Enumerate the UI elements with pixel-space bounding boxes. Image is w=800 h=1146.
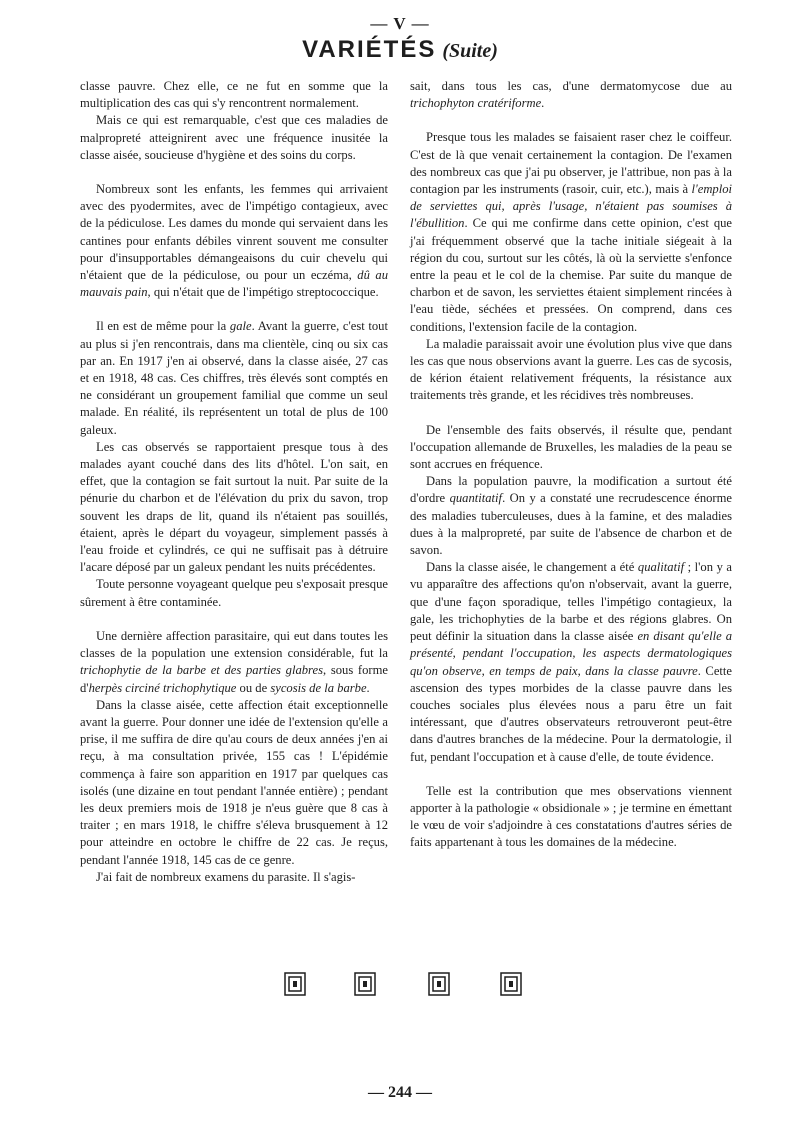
paragraph: La maladie paraissait avoir une évolution plus vive que dans les cas que nous observions avant la guerre. Les cas de sycosis, de kérion étaient relativement fréquents, la résistance aux traitements très grande, et les récidives très nombreuses.	[410, 336, 732, 403]
square-ornament-icon	[500, 972, 522, 996]
paragraph: Dans la classe aisée, le changement a été qualitatif ; l'on y a vu apparaître des affections qu'on n'observait, avant la guerre, que d'une façon sporadique, telles l'impétigo contagieux, la gale, les trichophyties de la barbe et des régions glabres. On peut définir la situation dans la classe aisée en disant qu'elle a présenté, pendant l'occupation, les aspects dermatologiques qu'on observe, en temps de paix, dans la classe pauvre. Cette ascension des types morbides de la classe pauvre dans les couches sociales plus élevées nous a paru être un fait intéressant, que d'autres observateurs retrouveront peut-être dans d'autres branches de la médecine. Pour la dermatologie, il fut, pendant l'occupation et à cause d'elle, de toute évidence.	[410, 560, 732, 764]
paragraph: De l'ensemble des faits observés, il résulte que, pendant l'occupation allemande de Bruxelles, les maladies de la peau se sont accrues en fréquence.	[410, 422, 732, 472]
paragraph: Mais ce qui est remarquable, c'est que ces maladies de malpropreté atteignirent avec une fréquence inusitée la classe aisée, soucieuse d'hygiène et des soins du corps.	[80, 113, 388, 162]
paragraph: J'ai fait de nombreux examens du parasite. Il s'agis-	[96, 869, 356, 884]
paragraph: Toute personne voyageant quelque peu s'exposait presque sûrement à être contaminée.	[80, 577, 388, 609]
paragraph: Dans la classe aisée, cette affection était exceptionnelle avant la guerre. Pour donner une idée de l'extension qu'elle a prise, il me suffira de dire qu'au cours de deux années j'en ai reçu, à ma consultation privée, 155 cas ! L'épidémie commença à faire son apparition en 1917 par quelques cas isolés (une dizaine en tout pendant l'année entière) ; pendant les deux premiers mois de 1918 je n'eus guère que 8 cas à traiter ; en mars 1918, le chiffre s'éleva brusquement à 12 pour atteindre en octobre le chiffre de 22 cas. Je reçus, pendant l'année 1918, 145 cas de ce genre.	[80, 697, 388, 867]
paragraph: Les cas observés se rapportaient presque tous à des malades ayant couché dans des lits d'hôtel. L'on sait, en effet, que la contagion se fait surtout la nuit. Par suite de la pénurie du charbon et de l'élévation du prix du savon, trop souvent les draps de lit, quand ils n'étaient pas souillés, étaient, après le départ du voyageur, simplement passés à l'eau froide et cylindrés, ce qui ne suffisait pas à détruire l'acare déposé par un galeux pendant les nuits précédentes.	[80, 439, 388, 575]
paragraph: classe pauvre. Chez elle, ce ne fut en somme que la multiplication des cas qui s'y rencontrent normalement.	[80, 79, 388, 111]
square-ornament-icon	[284, 972, 306, 996]
square-ornament-icon	[428, 972, 450, 996]
page-header	[0, 14, 800, 63]
paragraph: sait, dans tous les cas, d'une dermatomycose due au trichophyton cratériforme.	[410, 79, 732, 111]
ornament-row	[0, 972, 800, 1000]
page-roman-numeral: — V —	[370, 14, 430, 33]
square-ornament-icon	[354, 972, 376, 996]
section-title	[0, 38, 800, 63]
paragraph: Telle est la contribution que mes observations viennent apporter à la pathologie « obsidionale » ; je termine en émettant le vœu de voir s'adjoindre à ces constatations d'autres séries de faits appartenant à tous les domaines de la médecine.	[410, 783, 732, 850]
paragraph: Une dernière affection parasitaire, qui eut dans toutes les classes de la population une extension considérable, fut la trichophytie de la barbe et des parties glabres, sous forme d'herpès circiné trichophytique ou de sycosis de la barbe.	[80, 628, 388, 695]
paragraph: Il en est de même pour la gale. Avant la guerre, c'est tout au plus si j'en rencontrais, dans ma clientèle, cinq ou six cas par an. En 1917 j'en ai observé, dans la classe aisée, 27 cas et en 1918, 48 cas. Ces chiffres, très élevés sont comptés en ne considérant un groupement familial que comme un seul malade. En réalité, ils représentent un total de plus de 100 galeux.	[80, 319, 388, 437]
paragraph: Nombreux sont les enfants, les femmes qui arrivaient avec des pyodermites, avec de l'impétigo contagieux, avec de la pédiculose. Les dames du monde qui servaient dans les cantines pour enfants débiles vinrent souvent me consulter pour d'insupportables démangeaisons du cuir chevelu qui n'étaient que de la pédiculose, ou pour un eczéma, dû au mauvais pain, qui n'était que de l'impétigo streptococcique.	[80, 182, 388, 300]
right-column	[410, 78, 732, 852]
paragraph: Presque tous les malades se faisaient raser chez le coiffeur. C'est de là que venait certainement la contagion. De l'examen des nombreux cas que j'ai pu observer, je l'attribue, non pas à la contagion par les instruments (rasoir, cuir, etc.), mais à l'emploi de serviettes qui, après l'usage, n'étaient pas soumises à l'ébullition. Ce qui me confirme dans cette opinion, c'est que j'ai fréquemment observé que la tache initiale siégeait à la région du cou, surtout sur les côtés, là où la serviette s'enfonce entre la peau et le col de la chemise. Par suite du manque de charbon et de savon, les serviettes étaient simplement rincées à l'eau tiède, séchées et pressées. On comprend, dans ces conditions, l'extension facile de la contagion.	[410, 130, 732, 334]
section-title-main: VARIÉTÉS	[302, 36, 437, 63]
paragraph: Dans la population pauvre, la modification a surtout été d'ordre quantitatif. On y a constaté une recrudescence énorme des maladies tuberculeuses, dues à la famine, et des maladies dues à la malpropreté, par suite de l'absence de charbon et de savon.	[410, 474, 732, 558]
left-column	[80, 78, 388, 886]
page-number: — 244 —	[368, 1084, 432, 1101]
section-title-suffix: (Suite)	[442, 40, 498, 62]
